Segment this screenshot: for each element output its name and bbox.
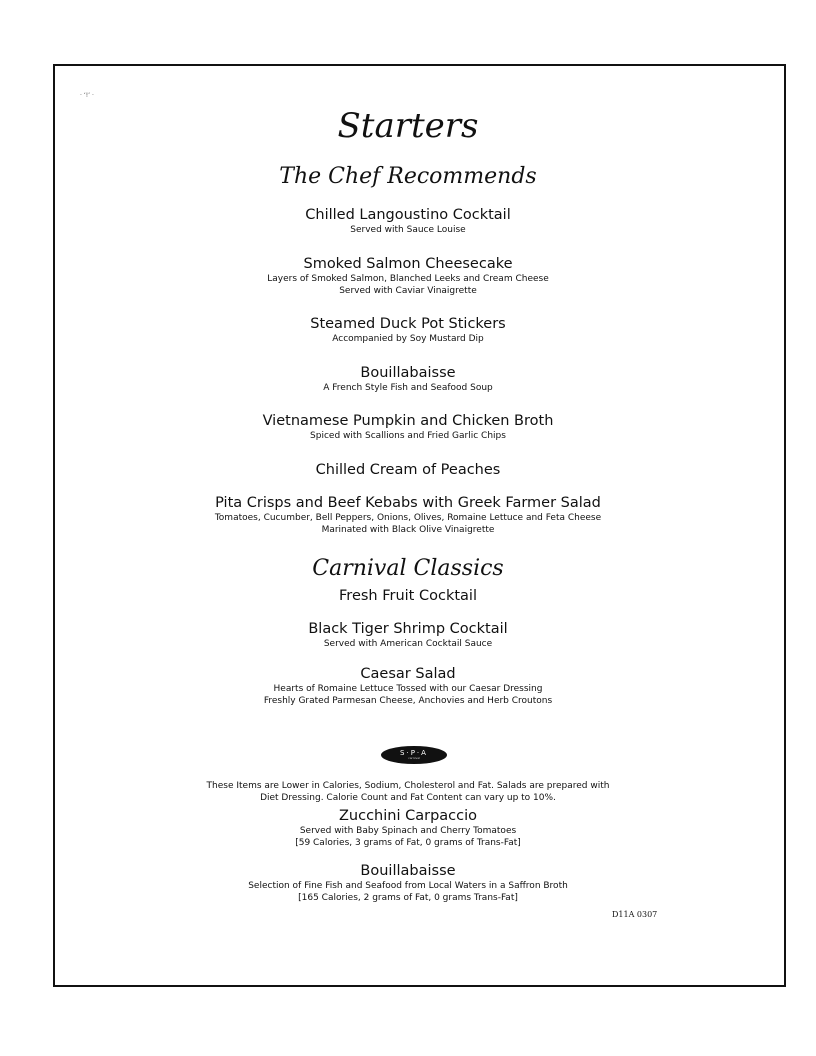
menu-item	[0, 412, 816, 442]
spa-note-line: These Items are Lower in Calories, Sodium, Cholesterol and Fat. Salads are prepared with	[206, 781, 610, 791]
menu-item	[0, 315, 816, 345]
menu-item-desc: Tomatoes, Cucumber, Bell Peppers, Onions, Olives, Romaine Lettuce and Feta Cheese	[214, 513, 602, 523]
menu-item-name: Fresh Fruit Cocktail	[339, 588, 477, 604]
spa-menu-item	[0, 807, 816, 849]
menu-item-name: Smoked Salmon Cheesecake	[303, 256, 513, 272]
menu-item-desc: A French Style Fish and Seafood Soup	[323, 383, 493, 393]
menu-item-name: Chilled Cream of Peaches	[315, 462, 501, 478]
menu-item-name: Steamed Duck Pot Stickers	[310, 316, 506, 332]
spa-menu-item	[0, 862, 816, 904]
menu-item-desc: Hearts of Romaine Lettuce Tossed with our Caesar Dressing	[273, 684, 543, 694]
spa-note	[0, 780, 816, 804]
menu-item-name: Black Tiger Shrimp Cocktail	[308, 621, 508, 637]
spa-logo-text: S·P·A	[400, 749, 428, 757]
page-title: Starters	[337, 106, 479, 146]
menu-item	[0, 364, 816, 394]
menu-item	[0, 665, 816, 707]
menu-item-name: Chilled Langoustino Cocktail	[305, 207, 511, 223]
menu-item-desc: Served with Baby Spinach and Cherry Tomatoes	[299, 826, 517, 836]
menu-item-desc: Freshly Grated Parmesan Cheese, Anchovies and Herb Croutons	[263, 696, 553, 706]
menu-code: D11A 0307	[612, 910, 658, 919]
menu-item-name: Caesar Salad	[360, 666, 456, 682]
menu-item	[0, 206, 816, 236]
scan-specks: · ‘!’ ·	[80, 92, 94, 99]
menu-item-name: Bouillabaisse	[360, 365, 456, 381]
menu-item	[0, 255, 816, 297]
spa-logo	[381, 746, 447, 764]
menu-item-name: Vietnamese Pumpkin and Chicken Broth	[262, 413, 554, 429]
menu-item-name: Pita Crisps and Beef Kebabs with Greek Farmer Salad	[215, 495, 601, 511]
menu-item-desc: [59 Calories, 3 grams of Fat, 0 grams of Trans-Fat]	[295, 838, 521, 848]
section-heading-chef-recommends: The Chef Recommends	[279, 164, 537, 189]
spa-logo-subtext: carnival	[408, 756, 420, 760]
menu-item	[0, 620, 816, 650]
menu-item-desc: [165 Calories, 2 grams of Fat, 0 grams Trans-Fat]	[298, 893, 518, 903]
menu-item-desc: Marinated with Black Olive Vinaigrette	[321, 525, 495, 535]
menu-item-name: Bouillabaisse	[360, 863, 456, 879]
menu-item-desc: Selection of Fine Fish and Seafood from Local Waters in a Saffron Broth	[248, 881, 568, 891]
menu-item-desc: Layers of Smoked Salmon, Blanched Leeks and Cream Cheese	[267, 274, 549, 284]
menu-item-desc: Served with Caviar Vinaigrette	[339, 286, 477, 296]
menu-item	[0, 461, 816, 479]
menu-item-desc: Accompanied by Soy Mustard Dip	[332, 334, 484, 344]
menu-item	[0, 587, 816, 605]
menu-item-desc: Spiced with Scallions and Fried Garlic Chips	[310, 431, 506, 441]
menu-item-desc: Served with Sauce Louise	[350, 225, 466, 235]
menu-item-desc: Served with American Cocktail Sauce	[323, 639, 493, 649]
menu-item	[0, 494, 816, 536]
menu-item-name: Zucchini Carpaccio	[338, 808, 478, 824]
section-heading-carnival-classics: Carnival Classics	[312, 556, 504, 581]
spa-note-line: Diet Dressing. Calorie Count and Fat Content can vary up to 10%.	[260, 793, 556, 803]
